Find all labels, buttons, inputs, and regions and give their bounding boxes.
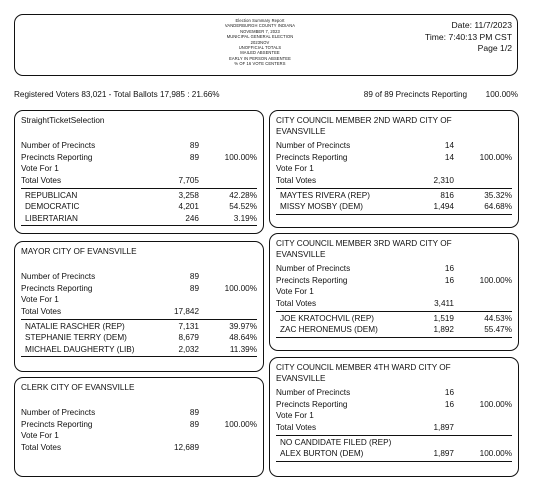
candidate-row-votes: 816 — [440, 190, 454, 200]
candidate-row — [21, 201, 257, 213]
precincts-reporting-summary — [364, 90, 518, 99]
candidate-row-votes: 1,897 — [433, 449, 454, 458]
total-votes-votes: 2,310 — [433, 175, 454, 185]
total-votes — [276, 422, 512, 434]
candidate-row-pct: 48.64% — [229, 333, 257, 342]
precincts-reporting-votes: 16 — [444, 399, 454, 409]
candidate-row-votes: 4,201 — [178, 202, 199, 211]
number-of-precincts-label: Number of Precincts — [276, 264, 351, 273]
report-header-title-block — [150, 18, 370, 67]
candidate-row-pct: 100.00% — [479, 449, 512, 458]
precincts-reporting-pct: 100.00% — [479, 399, 512, 409]
candidate-row-pct: 42.28% — [229, 190, 257, 200]
total-votes-label: Total Votes — [21, 442, 62, 452]
candidate-row-votes: 2,032 — [178, 344, 199, 354]
number-of-precincts — [276, 140, 512, 152]
candidate-row — [276, 448, 512, 460]
candidate-row-votes: 7,131 — [178, 321, 199, 331]
precincts-reporting — [21, 419, 257, 431]
precincts-reporting — [21, 283, 257, 295]
precincts-reporting-text: 89 of 89 Precincts Reporting — [363, 90, 468, 99]
precincts-reporting-votes: 89 — [189, 283, 199, 293]
candidate-row-label: NO CANDIDATE FILED (REP) — [280, 437, 392, 447]
candidate-row-votes: 1,494 — [433, 202, 454, 211]
candidate-row-label: NATALIE RASCHER (REP) — [25, 321, 125, 331]
divider — [21, 225, 257, 226]
precincts-reporting-label: Precincts Reporting — [276, 152, 348, 162]
candidate-row-label: DEMOCRATIC — [25, 202, 80, 211]
candidate-row-label: MAYTES RIVERA (REP) — [280, 190, 370, 200]
precincts-reporting — [21, 152, 257, 164]
precincts-reporting — [276, 152, 512, 164]
precincts-reporting-pct: 100.00% — [224, 152, 257, 162]
divider — [276, 311, 512, 312]
number-of-precincts — [21, 140, 257, 152]
contest-card-ward2 — [269, 110, 519, 228]
precincts-reporting-pct: 100.00% — [224, 283, 257, 293]
candidate-row-votes: 8,679 — [178, 333, 199, 342]
contest-title-line: EVANSVILLE — [276, 373, 326, 383]
number-of-precincts-votes: 89 — [189, 408, 199, 417]
candidate-row — [21, 213, 257, 225]
vote-for-label: Vote For 1 — [21, 295, 59, 304]
precincts-reporting-votes: 16 — [444, 275, 454, 285]
precincts-reporting-pct: 100.00% — [479, 275, 512, 285]
total-votes — [21, 442, 257, 454]
divider — [276, 337, 512, 338]
total-votes-label: Total Votes — [21, 306, 62, 316]
contest-title — [21, 247, 137, 258]
number-of-precincts — [21, 407, 257, 419]
candidate-row-pct: 44.53% — [484, 313, 512, 323]
number-of-precincts — [21, 271, 257, 283]
number-of-precincts — [276, 263, 512, 275]
contest-title-line: EVANSVILLE — [276, 249, 326, 259]
total-votes-label: Total Votes — [276, 298, 317, 308]
vote-for-label: Vote For 1 — [276, 164, 314, 173]
precincts-reporting-pct: 100.00% — [479, 152, 512, 162]
candidate-row-pct: 54.52% — [229, 202, 257, 211]
total-votes-label: Total Votes — [276, 175, 317, 185]
vote-for — [276, 286, 512, 298]
total-votes-votes: 3,411 — [434, 298, 454, 308]
contest-title — [21, 116, 104, 127]
candidate-row-label: STEPHANIE TERRY (DEM) — [25, 333, 127, 342]
report-time: Time: 7:40:13 PM CST — [424, 31, 512, 42]
vote-for — [276, 163, 512, 175]
candidate-row-votes: 1,892 — [433, 325, 454, 334]
contest-title-line: EVANSVILLE — [276, 126, 326, 136]
divider — [276, 214, 512, 215]
divider — [276, 461, 512, 462]
precincts-reporting-label: Precincts Reporting — [21, 419, 93, 429]
candidate-row-pct: 3.19% — [233, 213, 257, 223]
header-line: VANDERBURGH COUNTY INDIANA — [224, 23, 296, 29]
header-line: UNOFFICIAL TOTALS — [238, 45, 282, 51]
candidate-row-votes: 1,519 — [433, 313, 454, 323]
total-votes — [21, 306, 257, 318]
contest-title — [21, 383, 134, 394]
vote-for — [21, 163, 257, 175]
divider — [276, 435, 512, 436]
total-votes-votes: 1,897 — [433, 422, 454, 432]
header-line: 2023NOV — [250, 39, 270, 45]
contest-card-straight — [14, 110, 264, 234]
number-of-precincts-votes: 16 — [444, 264, 454, 273]
header-line: Election Summary Report — [235, 18, 285, 23]
precincts-reporting — [276, 399, 512, 411]
divider — [21, 319, 257, 320]
vote-for — [276, 410, 512, 422]
candidate-row-label: LIBERTARIAN — [25, 213, 78, 223]
contest-title-line: CLERK CITY OF EVANSVILLE — [21, 383, 135, 392]
number-of-precincts-label: Number of Precincts — [21, 141, 96, 150]
contest-title-line: CITY COUNCIL MEMBER 2ND WARD CITY OF — [276, 116, 452, 125]
vote-for-label: Vote For 1 — [276, 411, 314, 420]
header-line: % OF 16 VOTE CENTERS — [234, 61, 286, 67]
contest-title-line: StraightTicketSelection — [21, 116, 105, 125]
candidate-row — [21, 190, 257, 202]
candidate-row — [21, 344, 257, 356]
precincts-reporting-pct: 100.00% — [224, 419, 257, 429]
header-line: MAILED ABSENTEE — [240, 50, 280, 56]
candidate-row — [276, 437, 512, 449]
divider — [21, 356, 257, 357]
candidate-row-votes: 246 — [185, 213, 199, 223]
header-line: EARLY IN PERSON ABSENTEE — [229, 55, 291, 61]
candidate-row — [276, 313, 512, 325]
candidate-row-pct: 55.47% — [484, 325, 512, 334]
contest-title — [276, 239, 452, 261]
candidate-row — [21, 321, 257, 333]
vote-for — [21, 430, 257, 442]
total-votes-votes: 17,842 — [173, 306, 199, 316]
contest-title — [276, 116, 452, 138]
number-of-precincts — [276, 387, 512, 399]
report-page: Page 1/2 — [477, 43, 512, 53]
contest-card-clerk — [14, 377, 264, 477]
precincts-reporting-votes: 89 — [189, 152, 199, 162]
number-of-precincts-label: Number of Precincts — [276, 141, 351, 150]
precincts-reporting-votes: 14 — [444, 152, 454, 162]
candidate-row-label: ALEX BURTON (DEM) — [280, 449, 364, 458]
candidate-row-label: ZAC HERONEMUS (DEM) — [280, 325, 378, 334]
precincts-reporting — [276, 275, 512, 287]
candidate-row-votes: 3,258 — [178, 190, 199, 200]
header-line: MUNICIPAL GENERAL ELECTION — [226, 34, 294, 40]
contest-title-line: CITY COUNCIL MEMBER 3RD WARD CITY OF — [276, 239, 452, 248]
vote-for-label: Vote For 1 — [21, 164, 59, 173]
total-votes-votes: 12,689 — [173, 442, 199, 452]
contest-card-ward4 — [269, 357, 519, 477]
precincts-reporting-pct: 100.00% — [485, 90, 518, 99]
total-votes-label: Total Votes — [276, 422, 317, 432]
candidate-row-pct: 35.32% — [484, 190, 512, 200]
report-meta — [425, 20, 512, 55]
candidate-row-label: JOE KRATOCHVIL (REP) — [280, 313, 375, 323]
candidate-row-label: MICHAEL DAUGHERTY (LIB) — [25, 344, 135, 354]
candidate-row — [21, 332, 257, 344]
total-votes-votes: 7,705 — [178, 175, 199, 185]
number-of-precincts-votes: 14 — [444, 141, 454, 150]
total-votes — [276, 175, 512, 187]
precincts-reporting-label: Precincts Reporting — [276, 399, 348, 409]
number-of-precincts-label: Number of Precincts — [21, 272, 96, 281]
total-votes — [21, 175, 257, 187]
candidate-row-pct: 39.97% — [229, 321, 257, 331]
total-votes-label: Total Votes — [21, 175, 62, 185]
number-of-precincts-votes: 89 — [189, 141, 199, 150]
contest-title-line: MAYOR CITY OF EVANSVILLE — [21, 247, 137, 256]
candidate-row-pct: 64.68% — [484, 202, 512, 211]
candidate-row-label: MISSY MOSBY (DEM) — [280, 202, 363, 211]
candidate-row — [276, 190, 512, 202]
number-of-precincts-label: Number of Precincts — [21, 408, 96, 417]
number-of-precincts-votes: 89 — [189, 272, 199, 281]
report-date: Date: 11/7/2023 — [451, 20, 512, 30]
contest-title — [276, 363, 451, 385]
precincts-reporting-votes: 89 — [189, 419, 199, 429]
divider — [21, 188, 257, 189]
header-line: NOVEMBER 7, 2023 — [240, 28, 280, 34]
contest-title-line: CITY COUNCIL MEMBER 4TH WARD CITY OF — [276, 363, 451, 372]
contest-card-mayor — [14, 241, 264, 372]
precincts-reporting-label: Precincts Reporting — [21, 283, 93, 293]
vote-for-label: Vote For 1 — [21, 431, 59, 440]
candidate-row — [276, 324, 512, 336]
divider — [276, 188, 512, 189]
candidate-row-label: REPUBLICAN — [25, 190, 78, 200]
contest-card-ward3 — [269, 233, 519, 351]
vote-for-label: Vote For 1 — [276, 287, 314, 296]
vote-for — [21, 294, 257, 306]
number-of-precincts-label: Number of Precincts — [276, 388, 351, 397]
candidate-row — [276, 201, 512, 213]
number-of-precincts-votes: 16 — [444, 388, 454, 397]
candidate-row-pct: 11.39% — [229, 344, 257, 354]
total-votes — [276, 298, 512, 310]
precincts-reporting-label: Precincts Reporting — [276, 275, 348, 285]
precincts-reporting-label: Precincts Reporting — [21, 152, 93, 162]
registered-voters-summary: Registered Voters 83,021 - Total Ballots 17,985 : 21.66% — [14, 90, 220, 99]
